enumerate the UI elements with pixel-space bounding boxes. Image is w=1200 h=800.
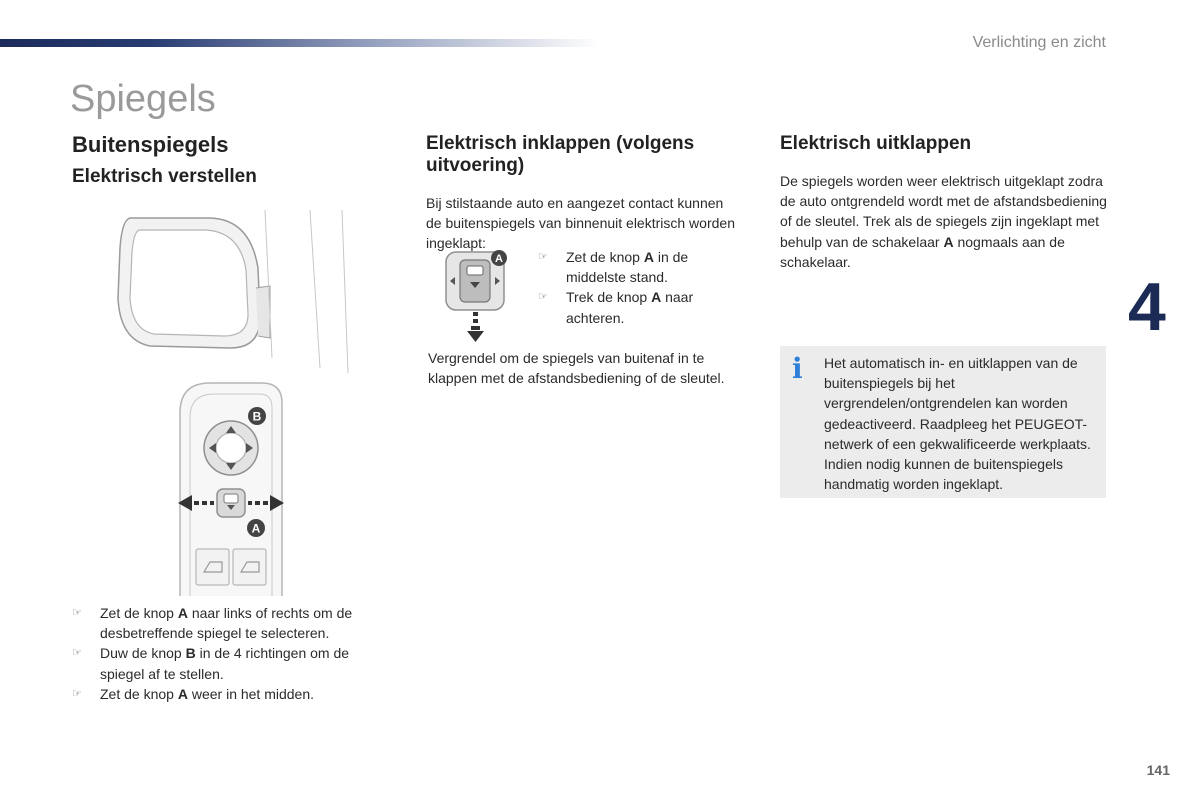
pointing-hand-icon: ☞ xyxy=(538,251,548,263)
pointing-hand-icon: ☞ xyxy=(72,647,82,660)
info-text: Het automatisch in- en uitklappen van de buitenspiegels bij het vergrendelen/ontgrendelen kan worden gedeactiveerd. Raadpleeg het PEUGEOT-netwerk of een gekwalificeerde werkplaats. Indien nodig kunnen de buitenspiegels handmatig worden ingeklapt. xyxy=(824,355,1091,493)
uitklappen-text: De spiegels worden weer elektrisch uitgeklapt zodra de auto ontgrendeld wordt met de afstandsbediening of de sleutel. Trek als de spiegels zijn ingeklapt met behulp van de schakelaar A nogmaals aan de schakelaar. xyxy=(780,173,1107,270)
page-title: Spiegels xyxy=(70,78,216,120)
window-button-left xyxy=(196,549,229,585)
info-icon: i xyxy=(792,352,803,385)
header-gradient-bar xyxy=(0,39,600,47)
pointing-hand-icon: ☞ xyxy=(72,607,82,619)
label-a: A xyxy=(251,521,261,536)
door-frame-lines xyxy=(265,210,348,373)
column-inklappen xyxy=(426,133,736,254)
window-button-right xyxy=(233,549,266,585)
inklappen-intro: Bij stilstaande auto en aangezet contact kunnen de buitenspiegels van binnenuit elektrisch worden ingeklapt: xyxy=(426,195,735,252)
pointing-hand-icon: ☞ xyxy=(72,687,82,700)
label-a: A xyxy=(495,253,503,265)
list-item: ☞ Zet de knop A naar links of rechts om de desbetreffende spiegel te selecteren. xyxy=(72,605,353,642)
info-box xyxy=(780,346,1106,498)
list-item: ☞ Zet de knop A weer in het midden. xyxy=(72,684,392,704)
mirror-fold-icon xyxy=(224,494,238,503)
mirror-fold-icon xyxy=(467,266,483,275)
mirror-control-illustration xyxy=(110,208,360,596)
bullets-verstellen xyxy=(72,603,392,704)
fold-switch-illustration xyxy=(438,248,514,344)
list-item: ☞ Duw de knop B in de 4 richtingen om de spiegel af te stellen. xyxy=(72,645,350,682)
mirror-glass xyxy=(130,230,248,336)
inklappen-afstandsbediening: Vergrendel om de spiegels van buitenaf in te klappen met de afstandsbediening of de sleutel. xyxy=(428,350,725,387)
column-uitklappen xyxy=(780,133,1110,272)
column-buitenspiegels xyxy=(72,132,392,188)
bullets-inklappen xyxy=(538,247,718,328)
chapter-number: 4 xyxy=(1128,269,1166,345)
arrow-down-icon xyxy=(467,312,484,342)
list-item: ☞ Zet de knop A in de middelste stand. xyxy=(538,249,689,286)
pointing-hand-icon: ☞ xyxy=(538,291,548,304)
label-b: B xyxy=(252,409,262,424)
page-number: 141 xyxy=(1146,762,1170,778)
mirror-mount xyxy=(256,286,270,338)
subheading-elektrisch-verstellen: Elektrisch verstellen xyxy=(72,166,257,187)
list-item: ☞ Trek de knop A naar achteren. xyxy=(538,289,694,326)
heading-elektrisch-uitklappen: Elektrisch uitklappen xyxy=(780,133,972,154)
heading-elektrisch-inklappen: Elektrisch inklappen (volgens uitvoering) xyxy=(426,133,695,176)
section-header: Verlichting en zicht xyxy=(972,34,1106,51)
heading-buitenspiegels: Buitenspiegels xyxy=(72,132,229,157)
